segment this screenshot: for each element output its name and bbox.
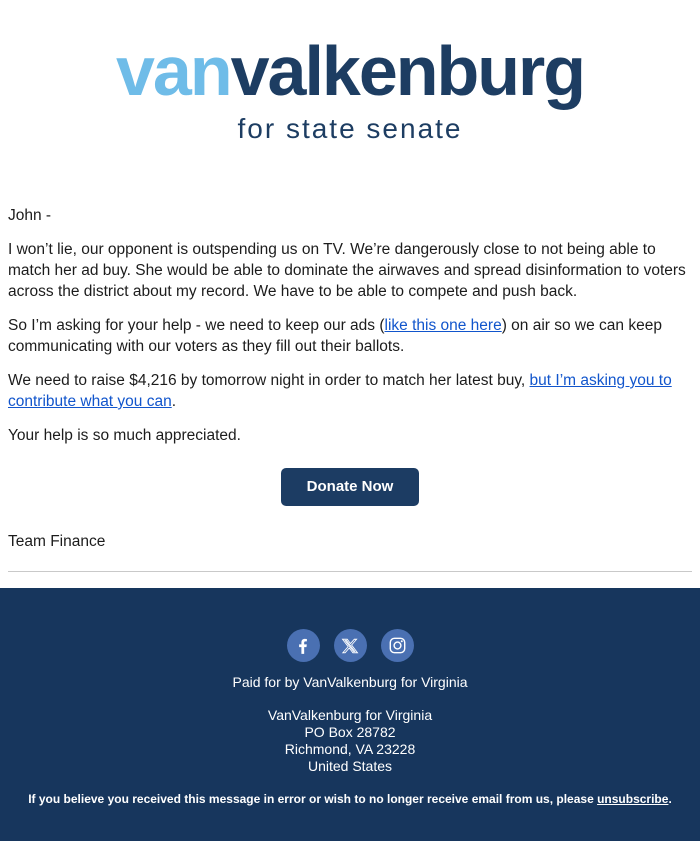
facebook-icon <box>293 636 313 656</box>
logo-wordmark <box>0 32 700 110</box>
ad-example-link[interactable]: like this one here <box>384 317 502 334</box>
mailing-address <box>0 707 700 775</box>
instagram-icon <box>388 636 407 655</box>
signature: Team Finance <box>8 533 106 550</box>
message-body <box>0 205 700 552</box>
x-twitter-icon <box>341 637 359 655</box>
facebook-link[interactable] <box>287 629 320 662</box>
paragraph-raise <box>8 370 692 412</box>
unsubscribe-text-before: If you believe you received this message in error or wish to no longer receive email from us, please <box>28 792 598 806</box>
paid-for-disclaimer: Paid for by VanValkenburg for Virginia <box>232 674 468 690</box>
paragraph-ads-text-before: So I’m asking for your help - we need to keep our ads ( <box>8 317 385 334</box>
address-line-city: Richmond, VA 23228 <box>284 741 416 757</box>
x-twitter-link[interactable] <box>334 629 367 662</box>
address-line-country: United States <box>307 758 393 774</box>
unsubscribe-text-after: . <box>668 792 672 806</box>
donate-button-row <box>8 468 692 506</box>
email-footer <box>0 588 700 841</box>
address-line-pobox: PO Box 28782 <box>304 724 396 740</box>
paragraph-ads-text-after: ) on air so we can keep communicating with our voters as they fill out their ballots. <box>8 317 662 355</box>
logo-text-valkenburg: valkenburg <box>230 32 585 110</box>
unsubscribe-line <box>0 792 700 807</box>
divider <box>8 571 692 572</box>
greeting: John - <box>8 207 52 224</box>
unsubscribe-link[interactable]: unsubscribe <box>597 792 669 806</box>
paragraph-opponent: I won’t lie, our opponent is outspending us on TV. We’re dangerously close to not being able to match her ad buy. She would be able to dominate the airwaves and spread disinformation to voters across the district about my record. We have to be able to compete and push back. <box>8 241 686 300</box>
paragraph-raise-text-after: . <box>171 393 177 410</box>
paragraph-thanks: Your help is so much appreciated. <box>8 427 241 444</box>
contribute-link[interactable]: but I’m asking you to contribute what you can <box>8 372 672 410</box>
campaign-logo <box>0 0 700 145</box>
logo-text-van: van <box>115 32 231 110</box>
address-line-org: VanValkenburg for Virginia <box>267 707 433 723</box>
donate-now-button[interactable]: Donate Now <box>281 468 420 506</box>
paragraph-ads <box>8 315 692 357</box>
social-icons-row <box>0 629 700 662</box>
paragraph-raise-text-before: We need to raise $4,216 by tomorrow night in order to match her latest buy, <box>8 372 530 389</box>
logo-tagline: for state senate <box>237 113 463 144</box>
instagram-link[interactable] <box>381 629 414 662</box>
